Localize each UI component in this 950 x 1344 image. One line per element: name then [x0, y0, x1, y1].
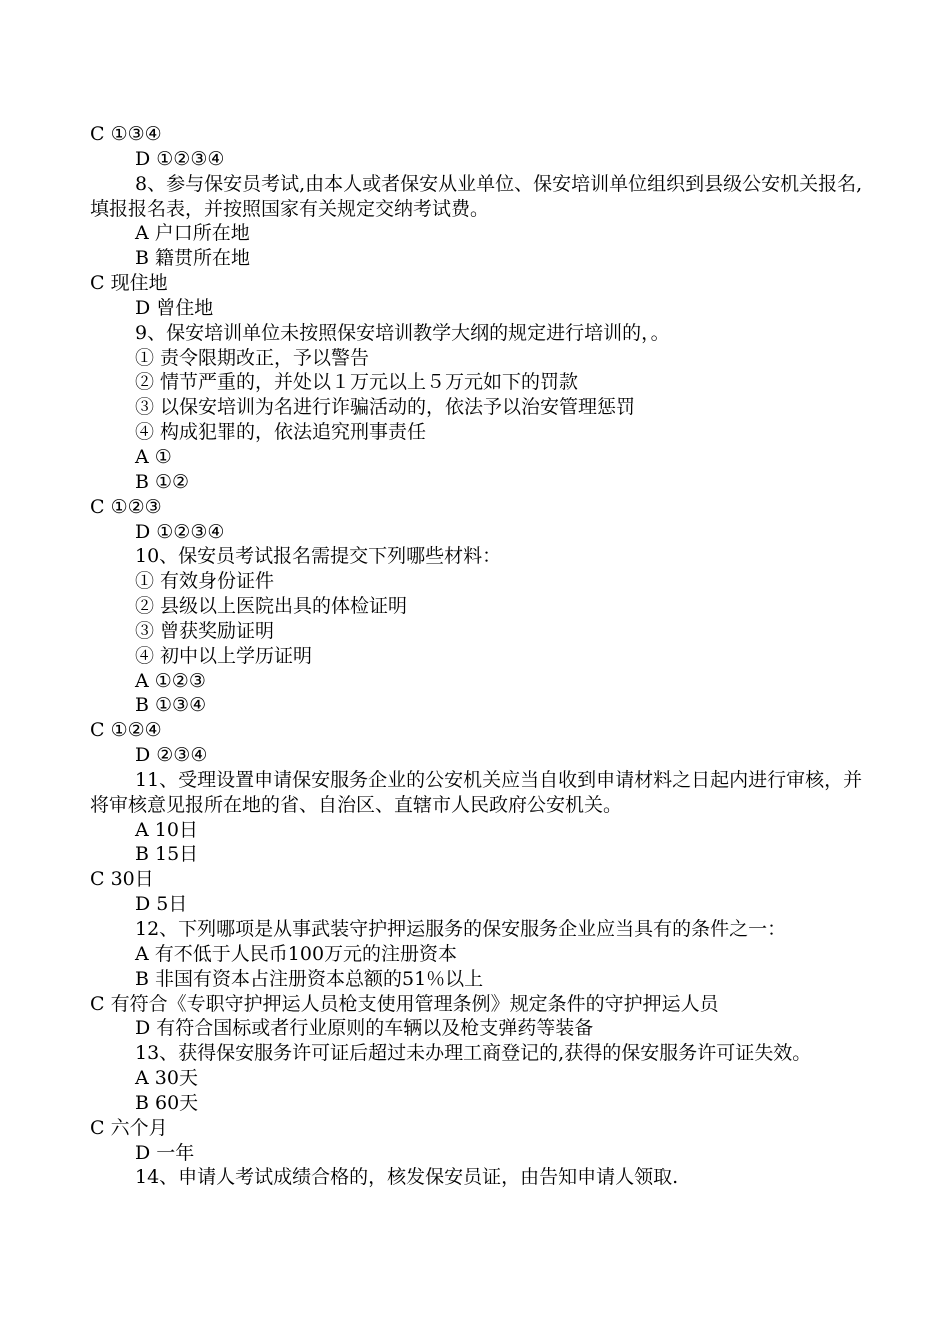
- text-line: D ②③④: [135, 744, 208, 767]
- text-line: A 30天: [135, 1067, 198, 1090]
- text-line: 10、保安员考试报名需提交下列哪些材料：: [135, 545, 502, 568]
- text-line: D 5日: [135, 893, 188, 916]
- text-line: A 10日: [135, 818, 198, 841]
- text-line: D 一年: [135, 1141, 195, 1164]
- text-line: ① 责令限期改正，予以警告: [135, 346, 370, 369]
- text-line: A 有不低于人民币100万元的注册资本: [135, 942, 458, 965]
- text-line: A ①②③: [135, 669, 206, 692]
- text-line: D 有符合国标或者行业原则的车辆以及枪支弹药等装备: [135, 1017, 594, 1040]
- text-line: 12、下列哪项是从事武装守护押运服务的保安服务企业应当具有的条件之一：: [135, 918, 787, 940]
- text-line: ② 情节严重的，并处以１万元以上５万元如下的罚款: [135, 371, 579, 394]
- text-line: C ①③④: [90, 123, 162, 145]
- text-line: B 60天: [135, 1091, 199, 1114]
- text-line: ③ 以保安培训为名进行诈骗活动的，依法予以治安管理惩罚: [135, 396, 636, 419]
- text-line: C 30日: [90, 868, 154, 891]
- text-line: 11、受理设置申请保安服务企业的公安机关应当自收到申请材料之日起内进行审核，并将审核意见报所在地的省、自治区、直辖市人民政府公安机关。: [90, 768, 863, 816]
- text-line: D 曾住地: [135, 296, 214, 319]
- text-line: A ①: [135, 445, 172, 468]
- text-line: D ①②③④: [135, 147, 225, 170]
- text-line: C 六个月: [90, 1116, 168, 1139]
- text-line: A 户口所在地: [135, 222, 250, 245]
- document-body: [90, 122, 870, 1190]
- text-line: B 15日: [135, 843, 199, 866]
- text-line: C ①②③: [90, 495, 162, 518]
- text-line: 13、获得保安服务许可证后超过未办理工商登记的,获得的保安服务许可证失效。: [135, 1042, 812, 1065]
- text-line: ③ 曾获奖励证明: [135, 619, 275, 642]
- text-line: 14、申请人考试成绩合格的，核发保安员证，由告知申请人领取.: [135, 1166, 679, 1189]
- text-line: ④ 构成犯罪的，依法追究刑事责任: [135, 421, 427, 444]
- text-line: B ①③④: [135, 694, 207, 717]
- text-line: 9、保安培训单位未按照保安培训教学大纲的规定进行培训的，。: [135, 321, 670, 344]
- text-line: 8、参与保安员考试,由本人或者保安从业单位、保安培训单位组织到县级公安机关报名,填报报名表，并按照国家有关规定交纳考试费。: [90, 172, 863, 220]
- text-line: D ①②③④: [135, 520, 225, 543]
- text-line: ① 有效身份证件: [135, 570, 275, 593]
- text-line: C 有符合《专职守护押运人员枪支使用管理条例》规定条件的守护押运人员: [90, 992, 719, 1015]
- text-line: B ①②: [135, 470, 190, 493]
- text-line: C 现住地: [90, 272, 168, 295]
- text-line: B 籍贯所在地: [135, 247, 251, 270]
- text-line: ② 县级以上医院出具的体检证明: [135, 595, 408, 618]
- text-line: ④ 初中以上学历证明: [135, 644, 313, 667]
- text-line: B 非国有资本占注册资本总额的51％以上: [135, 967, 484, 990]
- text-line: C ①②④: [90, 719, 162, 742]
